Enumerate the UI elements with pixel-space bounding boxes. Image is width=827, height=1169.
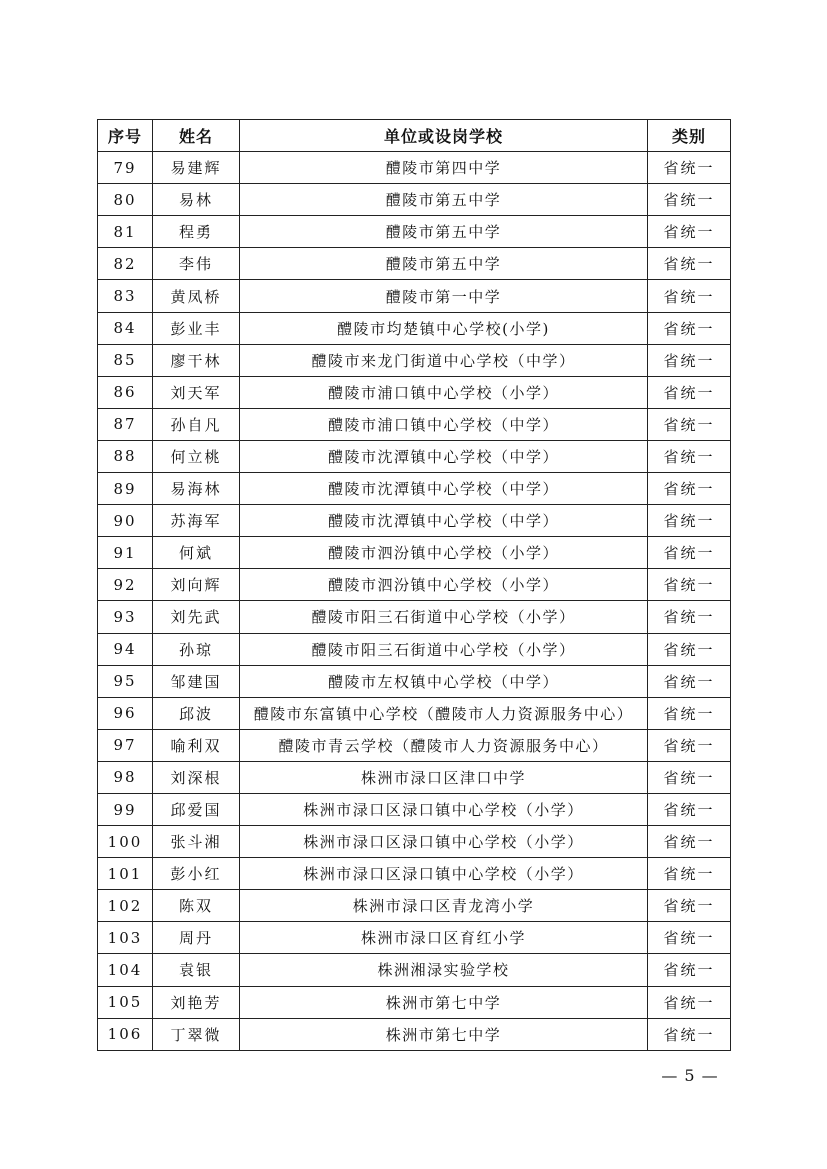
header-school: 单位或设岗学校	[240, 120, 648, 152]
cell-category: 省统一	[648, 248, 731, 280]
table-row	[98, 473, 731, 505]
table-row	[98, 665, 731, 697]
cell-name: 周丹	[153, 922, 240, 954]
cell-serial-number: 81	[98, 216, 153, 248]
cell-name: 刘先武	[153, 601, 240, 633]
cell-name: 孙琼	[153, 633, 240, 665]
cell-category: 省统一	[648, 312, 731, 344]
cell-school: 株洲市渌口区育红小学	[240, 922, 648, 954]
cell-name: 易海林	[153, 473, 240, 505]
cell-school: 醴陵市青云学校（醴陵市人力资源服务中心）	[240, 729, 648, 761]
cell-category: 省统一	[648, 376, 731, 408]
cell-name: 苏海军	[153, 505, 240, 537]
table-row	[98, 922, 731, 954]
cell-serial-number: 95	[98, 665, 153, 697]
cell-name: 邱波	[153, 697, 240, 729]
table-row	[98, 761, 731, 793]
cell-category: 省统一	[648, 761, 731, 793]
cell-category: 省统一	[648, 440, 731, 472]
cell-name: 刘天军	[153, 376, 240, 408]
cell-name: 易建辉	[153, 152, 240, 184]
cell-serial-number: 100	[98, 826, 153, 858]
table-row	[98, 601, 731, 633]
cell-category: 省统一	[648, 505, 731, 537]
cell-serial-number: 93	[98, 601, 153, 633]
cell-school: 株洲市渌口区渌口镇中心学校（小学）	[240, 793, 648, 825]
cell-category: 省统一	[648, 922, 731, 954]
cell-category: 省统一	[648, 954, 731, 986]
cell-name: 刘向辉	[153, 569, 240, 601]
cell-name: 喻利双	[153, 729, 240, 761]
cell-school: 醴陵市第五中学	[240, 184, 648, 216]
cell-school: 醴陵市第四中学	[240, 152, 648, 184]
cell-category: 省统一	[648, 569, 731, 601]
table-row	[98, 280, 731, 312]
cell-school: 株洲市第七中学	[240, 986, 648, 1018]
staff-table	[97, 119, 731, 1051]
cell-category: 省统一	[648, 537, 731, 569]
cell-name: 刘深根	[153, 761, 240, 793]
cell-category: 省统一	[648, 601, 731, 633]
cell-category: 省统一	[648, 152, 731, 184]
cell-name: 丁翠微	[153, 1018, 240, 1050]
cell-name: 李伟	[153, 248, 240, 280]
table-row	[98, 633, 731, 665]
cell-serial-number: 97	[98, 729, 153, 761]
table-body	[98, 152, 731, 1051]
cell-serial-number: 98	[98, 761, 153, 793]
cell-serial-number: 104	[98, 954, 153, 986]
cell-category: 省统一	[648, 184, 731, 216]
cell-serial-number: 96	[98, 697, 153, 729]
cell-category: 省统一	[648, 344, 731, 376]
cell-school: 醴陵市左权镇中心学校（中学）	[240, 665, 648, 697]
header-name: 姓名	[153, 120, 240, 152]
cell-serial-number: 85	[98, 344, 153, 376]
table-row	[98, 569, 731, 601]
cell-school: 株洲市渌口区青龙湾小学	[240, 890, 648, 922]
cell-serial-number: 92	[98, 569, 153, 601]
cell-school: 醴陵市东富镇中心学校（醴陵市人力资源服务中心）	[240, 697, 648, 729]
cell-category: 省统一	[648, 665, 731, 697]
cell-category: 省统一	[648, 216, 731, 248]
cell-school: 醴陵市沈潭镇中心学校（中学）	[240, 440, 648, 472]
cell-school: 醴陵市来龙门街道中心学校（中学）	[240, 344, 648, 376]
cell-category: 省统一	[648, 408, 731, 440]
cell-category: 省统一	[648, 1018, 731, 1050]
page-number: — 5 —	[661, 1066, 719, 1085]
cell-category: 省统一	[648, 858, 731, 890]
cell-name: 彭业丰	[153, 312, 240, 344]
table-row	[98, 954, 731, 986]
cell-school: 醴陵市浦口镇中心学校（中学）	[240, 408, 648, 440]
table-row	[98, 216, 731, 248]
cell-name: 何斌	[153, 537, 240, 569]
cell-school: 醴陵市阳三石街道中心学校（小学）	[240, 601, 648, 633]
cell-name: 刘艳芳	[153, 986, 240, 1018]
cell-serial-number: 103	[98, 922, 153, 954]
cell-school: 株洲市渌口区津口中学	[240, 761, 648, 793]
table-row	[98, 152, 731, 184]
cell-school: 醴陵市第五中学	[240, 216, 648, 248]
cell-category: 省统一	[648, 986, 731, 1018]
table-header-row	[98, 120, 731, 152]
cell-school: 醴陵市沈潭镇中心学校（中学）	[240, 473, 648, 505]
cell-category: 省统一	[648, 697, 731, 729]
cell-serial-number: 87	[98, 408, 153, 440]
cell-name: 袁银	[153, 954, 240, 986]
cell-serial-number: 89	[98, 473, 153, 505]
cell-serial-number: 105	[98, 986, 153, 1018]
cell-name: 黄凤桥	[153, 280, 240, 312]
cell-name: 陈双	[153, 890, 240, 922]
table-row	[98, 793, 731, 825]
cell-serial-number: 86	[98, 376, 153, 408]
cell-serial-number: 83	[98, 280, 153, 312]
table-row	[98, 505, 731, 537]
table-row	[98, 408, 731, 440]
table-row	[98, 986, 731, 1018]
cell-category: 省统一	[648, 280, 731, 312]
table-row	[98, 826, 731, 858]
cell-school: 醴陵市泗汾镇中心学校（小学）	[240, 569, 648, 601]
table-row	[98, 344, 731, 376]
cell-serial-number: 91	[98, 537, 153, 569]
cell-category: 省统一	[648, 729, 731, 761]
table-row	[98, 697, 731, 729]
table-row	[98, 890, 731, 922]
cell-school: 醴陵市均楚镇中心学校(小学)	[240, 312, 648, 344]
table-row	[98, 729, 731, 761]
header-serial-number: 序号	[98, 120, 153, 152]
cell-school: 株洲市渌口区渌口镇中心学校（小学）	[240, 826, 648, 858]
cell-serial-number: 88	[98, 440, 153, 472]
cell-serial-number: 101	[98, 858, 153, 890]
cell-school: 株洲市渌口区渌口镇中心学校（小学）	[240, 858, 648, 890]
cell-school: 醴陵市泗汾镇中心学校（小学）	[240, 537, 648, 569]
cell-school: 醴陵市第五中学	[240, 248, 648, 280]
table-row	[98, 858, 731, 890]
cell-name: 彭小红	[153, 858, 240, 890]
table-row	[98, 537, 731, 569]
cell-name: 易林	[153, 184, 240, 216]
cell-serial-number: 94	[98, 633, 153, 665]
table-row	[98, 376, 731, 408]
cell-name: 廖干林	[153, 344, 240, 376]
cell-category: 省统一	[648, 793, 731, 825]
cell-name: 邱爱国	[153, 793, 240, 825]
cell-serial-number: 99	[98, 793, 153, 825]
cell-name: 何立桃	[153, 440, 240, 472]
cell-serial-number: 82	[98, 248, 153, 280]
cell-school: 醴陵市浦口镇中心学校（小学）	[240, 376, 648, 408]
cell-serial-number: 106	[98, 1018, 153, 1050]
table-row	[98, 312, 731, 344]
cell-school: 醴陵市第一中学	[240, 280, 648, 312]
table-row	[98, 184, 731, 216]
cell-school: 株洲湘渌实验学校	[240, 954, 648, 986]
cell-serial-number: 90	[98, 505, 153, 537]
cell-name: 程勇	[153, 216, 240, 248]
cell-serial-number: 102	[98, 890, 153, 922]
header-category: 类别	[648, 120, 731, 152]
cell-category: 省统一	[648, 633, 731, 665]
cell-serial-number: 79	[98, 152, 153, 184]
table-row	[98, 1018, 731, 1050]
table-row	[98, 248, 731, 280]
cell-category: 省统一	[648, 890, 731, 922]
cell-name: 张斗湘	[153, 826, 240, 858]
cell-school: 醴陵市阳三石街道中心学校（小学）	[240, 633, 648, 665]
cell-category: 省统一	[648, 473, 731, 505]
table-row	[98, 440, 731, 472]
cell-name: 邹建国	[153, 665, 240, 697]
cell-school: 株洲市第七中学	[240, 1018, 648, 1050]
cell-name: 孙自凡	[153, 408, 240, 440]
cell-school: 醴陵市沈潭镇中心学校（中学）	[240, 505, 648, 537]
cell-serial-number: 80	[98, 184, 153, 216]
cell-serial-number: 84	[98, 312, 153, 344]
cell-category: 省统一	[648, 826, 731, 858]
